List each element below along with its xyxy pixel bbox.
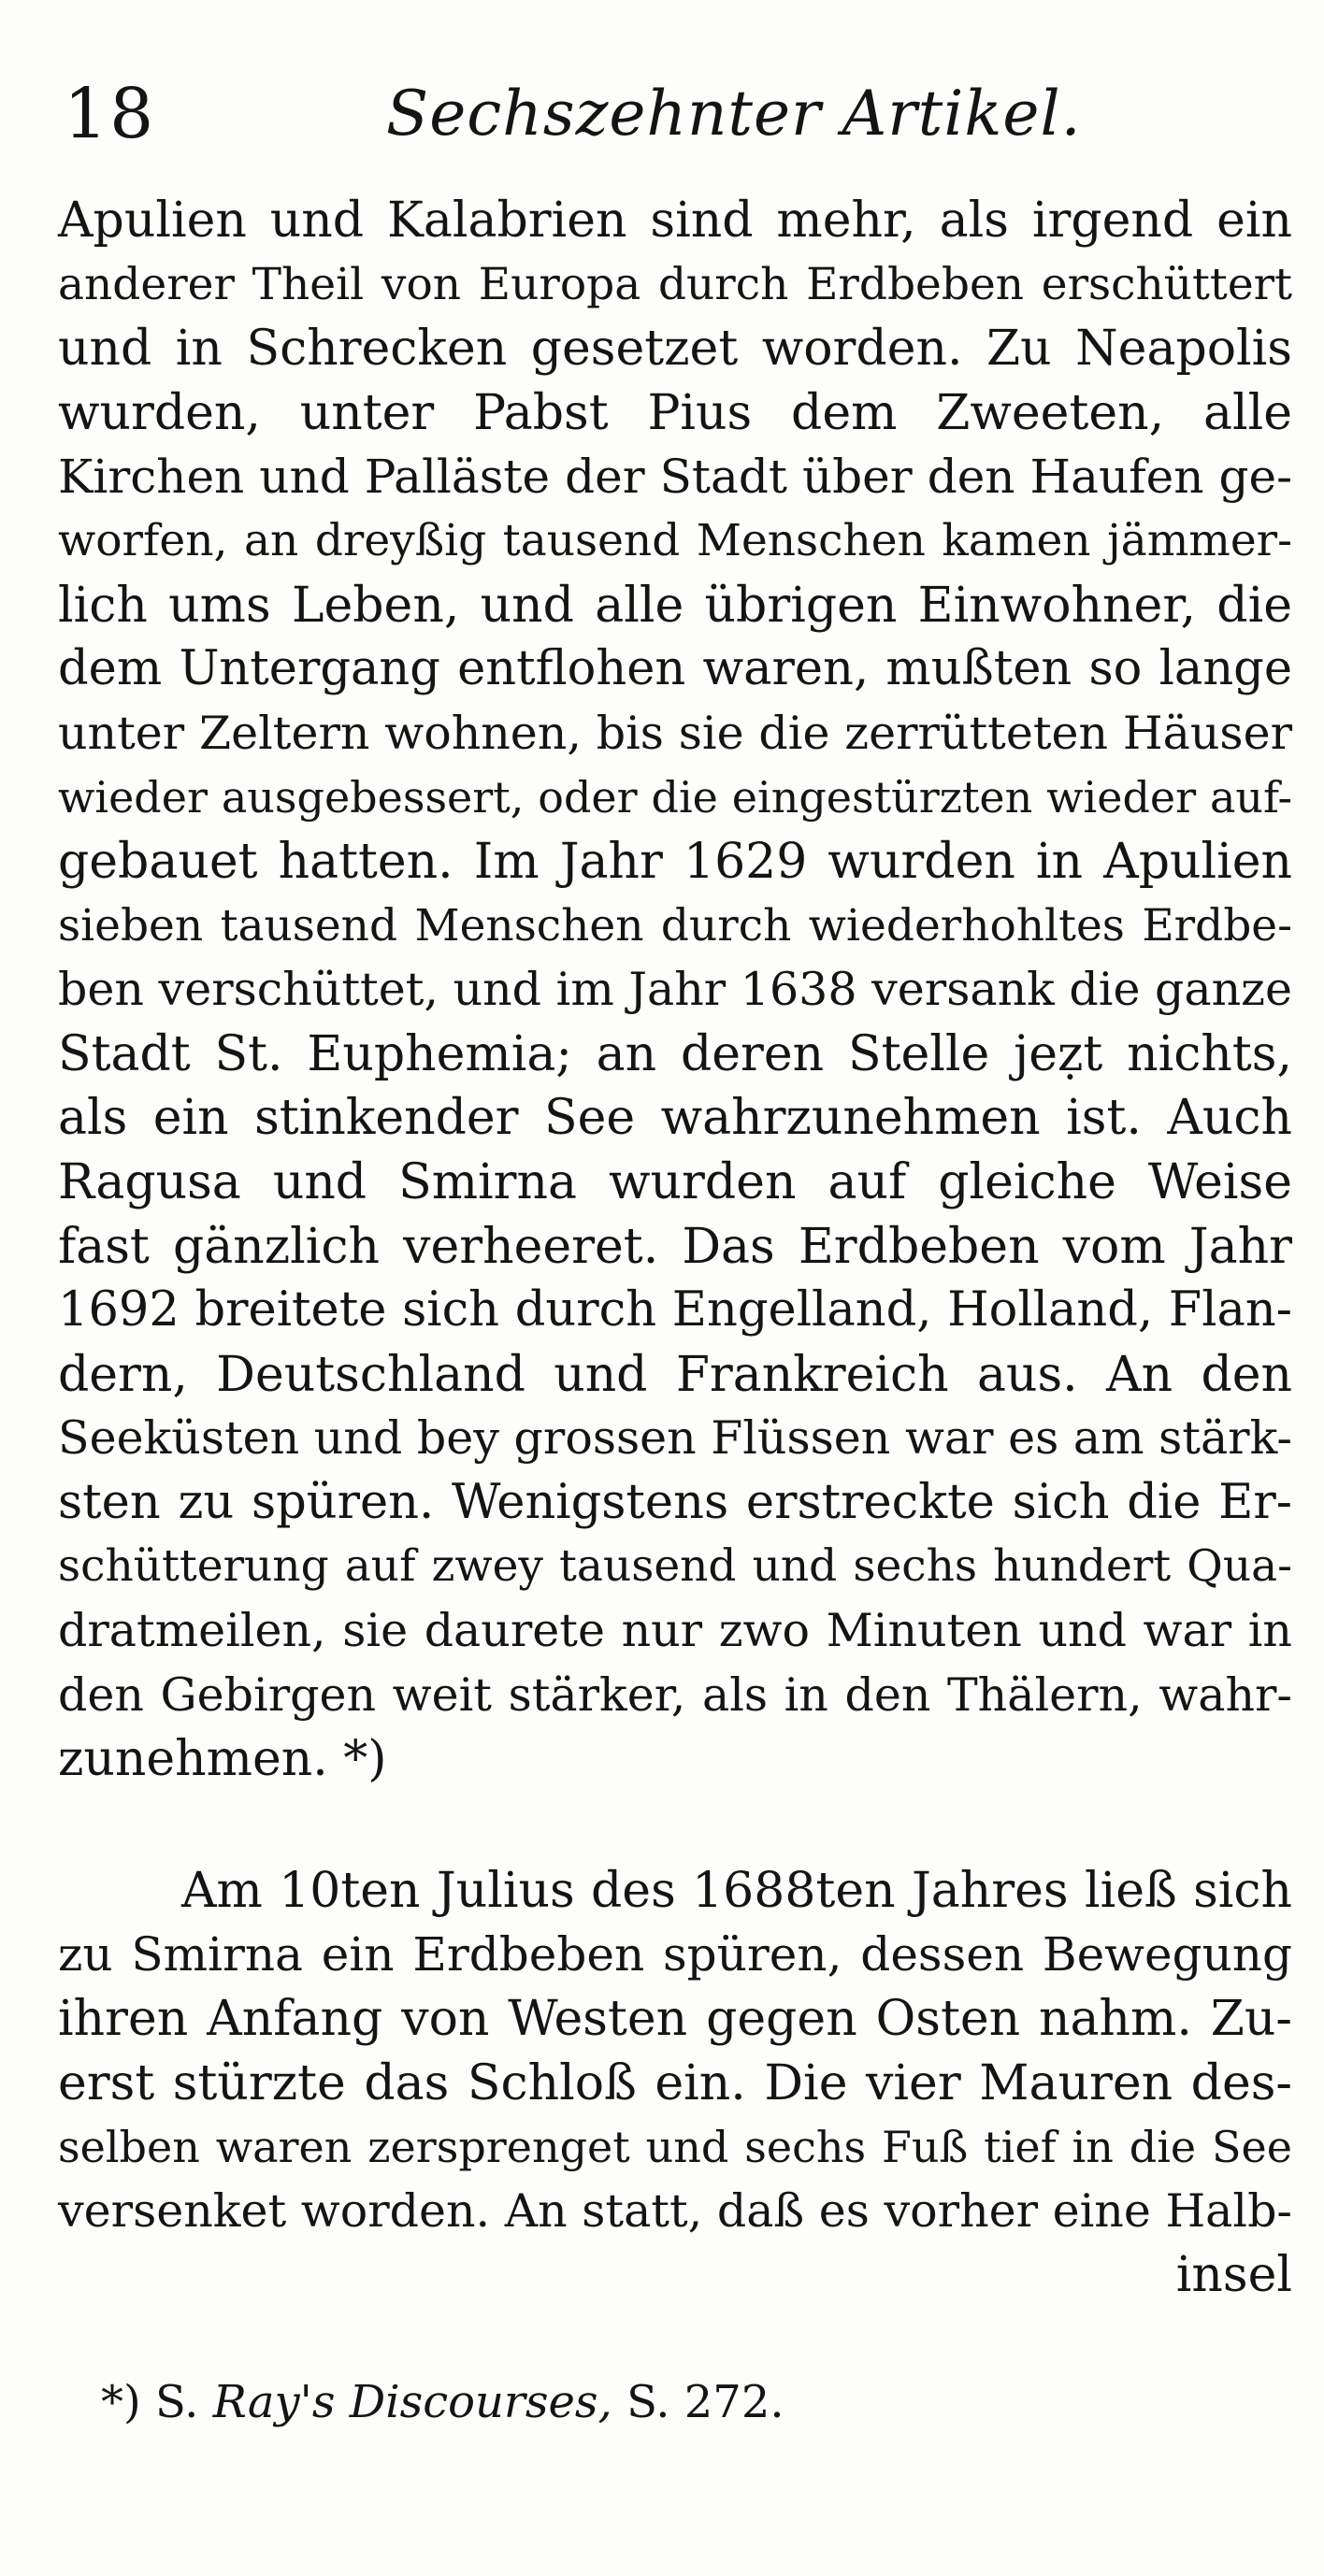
- text-line: sieben tausend Menschen durch wiederhohltes Erdbe-: [58, 899, 1292, 952]
- text-line: fast gänzlich verheeret. Das Erdbeben vom Jahr: [58, 1218, 1292, 1275]
- text-line: schütterung auf zwey tausend und sechs hundert Qua-: [58, 1540, 1292, 1593]
- text-line: versenket worden. An statt, daß es vorher eine Halb-: [58, 2183, 1292, 2238]
- text-line: worfen, an dreyßig tausend Menschen kamen jämmer-: [58, 514, 1292, 566]
- text-line: Stadt St. Euphemia; an deren Stelle jeẓt nichts,: [58, 1025, 1292, 1082]
- text-line: erst stürzte das Schloß ein. Die vier Mauren des-: [58, 2054, 1292, 2111]
- text-line: sten zu spüren. Wenigstens erstreckte sich die Er-: [58, 1474, 1292, 1530]
- paragraph-2: [58, 1859, 1292, 2244]
- text-line: ihren Anfang von Westen gegen Osten nahm. Zu-: [58, 1991, 1292, 2048]
- body-text: [58, 189, 1292, 2308]
- text-line: dem Untergang entflohen waren, mußten so lange: [58, 641, 1292, 697]
- text-line: Ragusa und Smirna wurden auf gleiche Weise: [58, 1153, 1292, 1210]
- text-line: Apulien und Kalabrien sind mehr, als irgend ein: [58, 193, 1292, 249]
- running-title: Sechszehnter Artikel.: [386, 78, 1082, 150]
- text-line: Kirchen und Palläste der Stadt über den Haufen ge-: [58, 450, 1292, 505]
- text-line: dern, Deutschland und Frankreich aus. An den: [58, 1346, 1292, 1403]
- text-line: unter Zeltern wohnen, bis sie die zerrütteten Häuser: [58, 706, 1292, 760]
- text-line: Am 10ten Julius des 1688ten Jahres ließ sich: [181, 1862, 1292, 1919]
- text-line: dratmeilen, sie daurete nur zwo Minuten und war in: [58, 1604, 1292, 1658]
- text-line: wurden, unter Pabst Pius dem Zweeten, alle: [58, 384, 1292, 441]
- text-line: zu Smirna ein Erdbeben spüren, dessen Bewegung: [58, 1927, 1292, 1982]
- text-line: wieder ausgebessert, oder die eingestürzten wieder auf-: [58, 772, 1292, 823]
- text-line: als ein stinkender See wahrzunehmen ist. Auch: [58, 1090, 1292, 1147]
- text-line: Seeküsten und bey grossen Flüssen war es am stärk-: [58, 1411, 1292, 1466]
- text-line: anderer Theil von Europa durch Erdbeben erschüttert: [58, 258, 1292, 310]
- text-line: 1692 breitete sich durch Engelland, Holland, Flan-: [58, 1282, 1292, 1338]
- footnote: [101, 2369, 784, 2435]
- catchword: insel: [1175, 2247, 1292, 2304]
- text-line: lich ums Leben, und alle übrigen Einwohner, die: [58, 577, 1292, 634]
- page-number: 18: [64, 74, 156, 154]
- text-line: selben waren zersprenget und sechs Fuß tief in die See: [58, 2122, 1292, 2173]
- text-line: den Gebirgen weit stärker, als in den Thälern, wahr-: [58, 1667, 1292, 1722]
- footnote-marker: *) S.: [101, 2376, 199, 2428]
- page-header: [64, 67, 1279, 170]
- footnote-source: Ray's Discourses,: [212, 2376, 612, 2428]
- text-line: ben verschüttet, und im Jahr 1638 versank die ganze: [58, 963, 1292, 1017]
- text-line: zunehmen. *): [58, 1731, 387, 1788]
- text-line: und in Schrecken gesetzet worden. Zu Neapolis: [58, 321, 1292, 378]
- text-line: gebauet hatten. Im Jahr 1629 wurden in Apulien: [58, 833, 1292, 890]
- paragraph-1: [58, 189, 1292, 1792]
- footnote-page-ref: S. 272.: [626, 2376, 784, 2428]
